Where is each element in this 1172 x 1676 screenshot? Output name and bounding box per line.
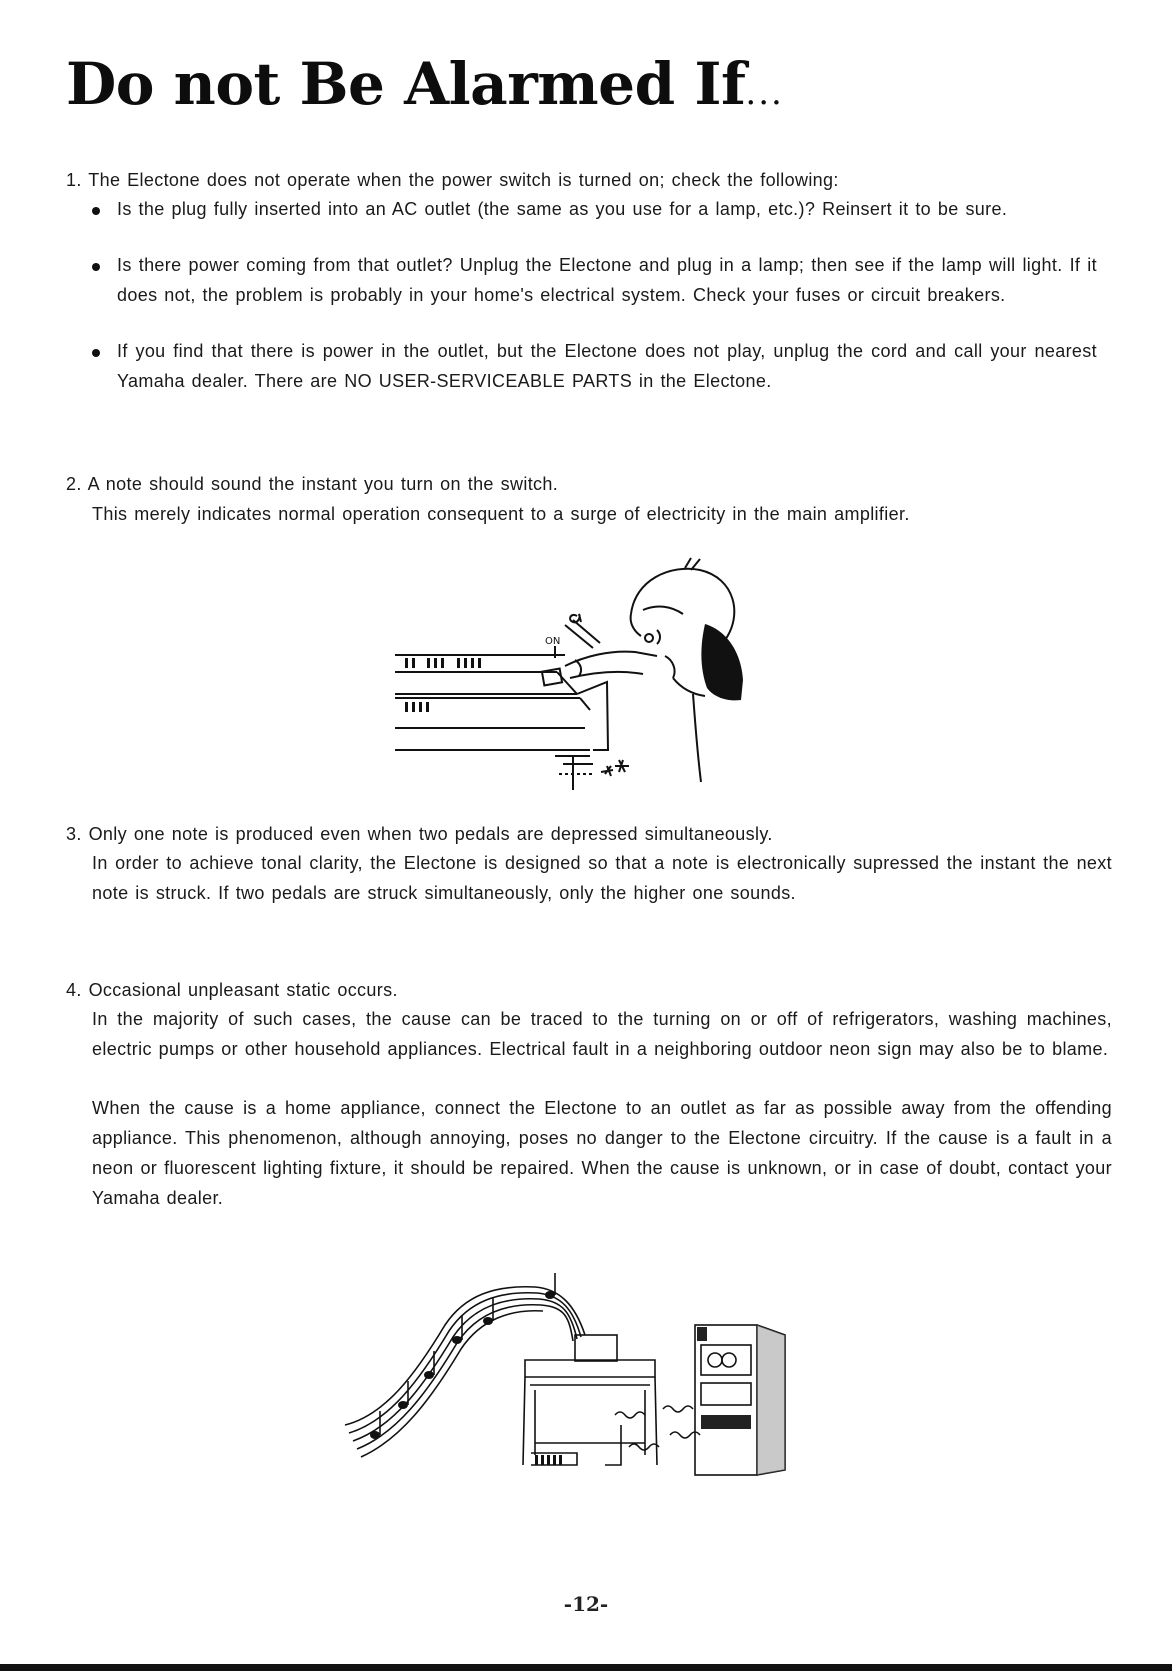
power-switch-illustration [395,560,815,800]
item-4-heading: 4. Occasional unpleasant static occurs. [66,980,398,1000]
bullet-dot [92,207,100,215]
item-3-body: In order to achieve tonal clarity, the Electone is designed so that a note is electronically supressed the instant the next note is struck. If two pedals are struck simultaneously, only the higher one sounds. [92,853,1112,903]
item-1-bullet-1: Is the plug fully inserted into an AC outlet (the same as you use for a lamp, etc.)? Reinsert it to be sure. [117,199,1008,219]
on-switch-label: ON [545,636,561,647]
item-4-body: In the majority of such cases, the cause can be traced to the turning on or off of refrigerators, washing machines, electric pumps or other household appliances. Electrical fault in a neighboring outdoor neon sign may also be to blame. [92,1009,1112,1059]
item-1-heading: 1. The Electone does not operate when the power switch is turned on; check the following: [66,170,839,190]
bottom-rule [0,1664,1172,1671]
item-1-bullet-2: Is there power coming from that outlet? Unplug the Electone and plug in a lamp; then see if the lamp will light. If it does not, the problem is probably in your home's electrical system. Check your fuses or circuit breakers. [117,255,1097,305]
item-1-bullet-3: If you find that there is power in the outlet, but the Electone does not play, unplug the cord and call your nearest Yamaha dealer. There are NO USER-SERVICEABLE PARTS in the Electone. [117,341,1097,391]
page-number: -12- [563,1592,609,1616]
bullet-dot [92,263,100,271]
bullet-dot [92,349,100,357]
item-3-heading: 3. Only one note is produced even when two pedals are depressed simultaneously. [66,824,773,844]
item-2-heading: 2. A note should sound the instant you turn on the switch. [66,474,559,494]
page-title: Do not Be Alarmed If... [66,50,784,118]
item-2-body: This merely indicates normal operation consequent to a surge of electricity in the main amplifier. [92,504,910,524]
organ-refrigerator-illustration [345,1265,845,1480]
item-4-body-2: When the cause is a home appliance, connect the Electone to an outlet as far as possible away from the offending appliance. This phenomenon, although annoying, poses no danger to the Electone circuitry. If the cause is a fault in a neon or fluorescent lighting fixture, it should be repaired. When the cause is unknown, or in case of doubt, contact your Yamaha dealer. [92,1098,1112,1208]
